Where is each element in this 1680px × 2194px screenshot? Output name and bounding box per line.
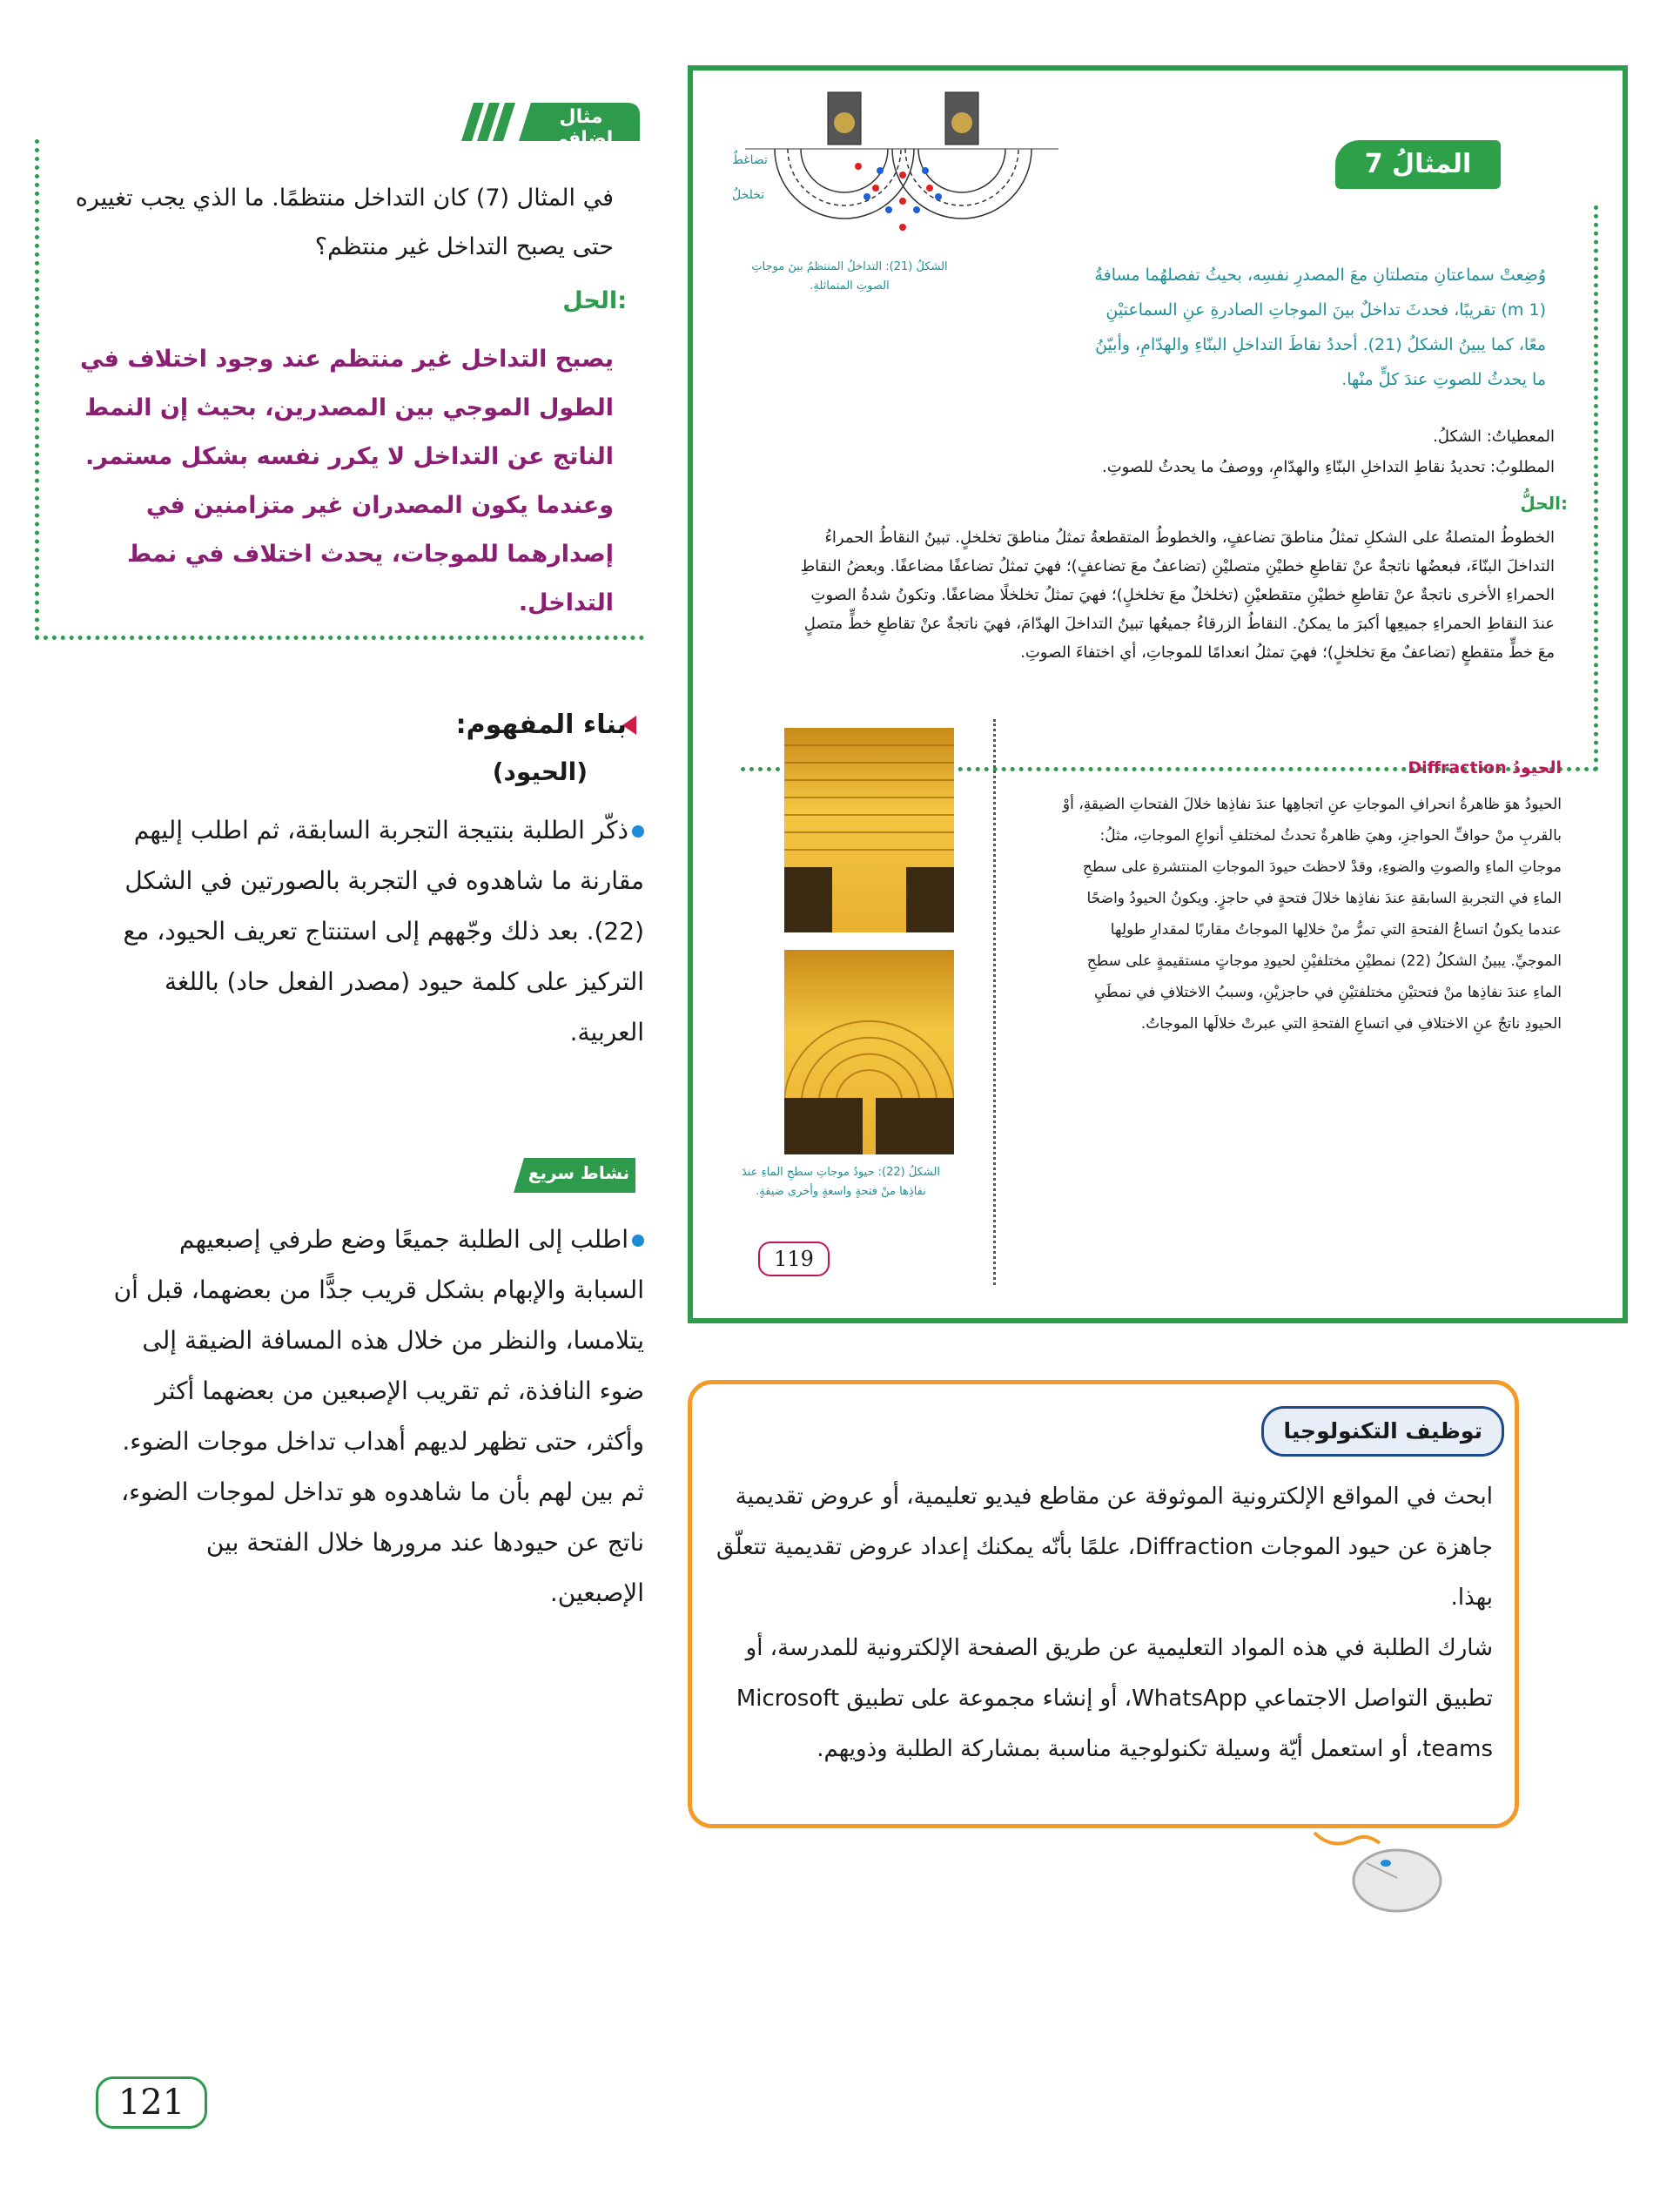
- extra-example-solution-label: الحل:: [562, 287, 627, 314]
- wide-opening-diffraction-photo: [784, 728, 954, 932]
- technology-box: [688, 1380, 1519, 1828]
- computer-mouse-icon: [1306, 1824, 1445, 1920]
- bullet-icon: [632, 825, 644, 838]
- textbook-inset: [688, 65, 1628, 1323]
- concept-text: ذكّر الطلبة بنتيجة التجربة السابقة، ثم اطلب إليهم مقارنة ما شاهدوه في التجربة بالصورتين في الشكل (22). بعد ذلك وجّههم إلى استنتاج تعريف الحيود، مع التركيز على كلمة حيود (مصدر الفعل حاد) باللغة العربية.: [123, 816, 644, 1047]
- example-badge: المثالُ 7: [1335, 140, 1501, 189]
- figure-21-caption: الشكلُ (21): التداخلُ المنتظمُ بينَ موجاتِ الصوتِ المتماثلةِ.: [751, 260, 948, 293]
- example-solution-label: الحلُّ:: [1520, 493, 1568, 514]
- diffraction-title: الحيودُ Diffraction: [1408, 758, 1562, 777]
- extra-example-badge: مثال إضافي: [548, 106, 614, 150]
- page-number: 121: [96, 2076, 207, 2129]
- concept-title: بناء المفهوم:: [455, 710, 627, 740]
- figure-22-caption: الشكلُ (22): حيودُ موجاتِ سطحِ الماءِ عندَ نفاذِها منْ فتحةٍ واسعةٍ وأخرى ضيقةٍ.: [741, 1166, 941, 1198]
- example-box: [741, 205, 1598, 771]
- technology-paragraph-1: ابحث في المواقع الإلكترونية الموثوقة عن مقاطع فيديو تعليمية، أو عروض تقديمية جاهزة عن حيود الموجات Diffraction، علمًا بأنّه يمكنك إعداد عروض تقديمية تتعلّق بهذا.: [716, 1484, 1493, 1611]
- example-solution: الخطوطُ المتصلةُ على الشكلِ تمثلُ مناطقَ تضاعفٍ، والخطوطُ المتقطعةُ تمثلُ مناطقَ تخلخلٍ. تبينُ النقاطُ الحمراءُ التداخلَ البنّاءَ، فبعضُها ناتجةٌ عنْ تقاطعِ خطيْنِ متصليْنِ (تضاعفٌ معَ تضاعفٍ)؛ فهيَ تمثلُ تضاعفًا مضاعفًا. وبعضُ النقاطِ الحمراءِ الأخرى ناتجةٌ عنْ تقاطعِ خطيْنِ متقطعيْنِ (تخلخلٌ معَ تخلخلٍ)؛ فهيَ تمثلُ تخلخلًا مضاعفًا. وتكونُ شدةُ الصوتِ عندَ النقاطِ الحمراءِ جميعِها أكبرَ ما يمكنُ. النقاطُ الزرقاءُ جميعُها تبينُ التداخلَ الهدّامَ، فهيَ ناتجةٌ عنْ تقاطعِ خطٍّ متصلٍ معَ خطٍّ متقطعٍ (تضاعفٌ معَ تخلخلٍ)؛ فهيَ تمثلُ انعدامًا للموجاتِ، أي اختفاءَ الصوتِ.: [800, 528, 1555, 662]
- quick-activity-text: اطلب إلى الطلبة جميعًا وضع طرفي إصبعيهم السبابة والإبهام بشكل قريب جدًّا من بعضهما، قبل أن يتلامسا، والنظر من خلال هذه المسافة الضيقة إلى ضوء النافذة، ثم تقريب الإصبعين من بعضهما أكثر وأكثر، حتى تظهر لديهم أهداب تداخل موجات الضوء. ثم بين لهم بأن ما شاهدوه هو تداخل لموجات الضوء، ناتج عن حيودها عند مرورها خلال الفتحة بين الإصبعين.: [113, 1225, 644, 1607]
- column-divider: [993, 719, 996, 1285]
- technology-paragraph-2: شارك الطلبة في هذه المواد التعليمية عن طريق الصفحة الإلكترونية للمدرسة، أو تطبيق التواصل الاجتماعي WhatsApp، أو إنشاء مجموعة على تطبيق Microsoft teams، أو استعمل أيّة وسيلة تكنولوجية مناسبة بمشاركة الطلبة وذويهم.: [736, 1635, 1493, 1762]
- compression-label: تضاغطٌ: [732, 153, 768, 167]
- diffraction-body: الحيودُ هوَ ظاهرةُ انحرافِ الموجاتِ عنِ اتجاهِها عندَ نفاذِها خلالَ الفتحاتِ الضيقةِ، أوْ بالقربِ منْ حوافِّ الحواجزِ، وهيَ ظاهرةٌ تحدثُ لمختلفِ أنواعِ الموجاتِ، مثلُ: موجاتِ الماءِ والصوتِ والضوءِ، وقدْ لاحظتَ حيودَ الموجاتِ المنتشرةِ على سطحِ الماءِ في التجربةِ السابقةِ عندَ نفاذِها خلالَ فتحةٍ في حاجزٍ. ويكونُ الحيودُ واضحًا عندما يكونُ اتساعُ الفتحةِ التي تمرُّ منْ خلالِها الموجاتُ مقاربًا لمقدارِ طولِها الموجيِّ. يبينُ الشكلُ (22) نمطيْنِ مختلفيْنِ لحيودِ موجاتٍ مستقيمةٍ على سطحِ الماءِ عندَ نفاذِها منْ فتحتيْنِ مختلفتيْنِ في حاجزيْنِ، وسببُ الاختلافِ في نمطَيِ الحيودِ ناتجٌ عنِ الاختلافِ في اتساعِ الفتحةِ التي عبرتْ خلالَها الموجاتُ.: [1062, 796, 1562, 1033]
- extra-example-answer: يصبح التداخل غير منتظم عند وجود اختلاف في الطول الموجي بين المصدرين، بحيث إن النمط الناتج عن التداخل لا يكرر نفسه بشكل مستمر. وعندما يكون المصدران غير متزامنين في إصدارهما للموجات، يحدث اختلاف في نمط التداخل.: [79, 346, 614, 616]
- narrow-opening-diffraction-photo: [784, 950, 954, 1154]
- inset-page-number: 119: [758, 1242, 830, 1276]
- quick-activity-body: [104, 1215, 644, 1619]
- quick-activity-badge: نشاط سريع: [528, 1162, 630, 1183]
- concept-subtitle: (الحيود): [492, 757, 588, 786]
- concept-body: [104, 805, 644, 1058]
- extra-example-box: [35, 139, 644, 640]
- technology-badge: توظيف التكنولوجيا: [1261, 1406, 1504, 1457]
- example-required: المطلوبُ: تحديدُ نقاطِ التداخلِ البنّاءِ والهدّامِ، ووصفُ ما يحدثُ للصوتِ.: [1102, 458, 1555, 476]
- example-intro: وُضِعتْ سماعتانِ متصلتانِ معَ المصدرِ نفسِه، بحيثُ تفصلهُما مسافةُ (1 m) تقريبًا، فحدثَ تداخلٌ بينَ الموجاتِ الصادرةِ عنِ السماعتيْنِ معًا، كما يبينُ الشكلُ (21). أحددُ نقاطَ التداخلِ البنّاءِ والهدّامِ، وأبيّنُ ما يحدثُ للصوتِ عندَ كلٍّ منْها.: [1094, 266, 1546, 389]
- rarefaction-label: تخلخلٌ: [732, 188, 765, 202]
- technology-body: [701, 1471, 1493, 1774]
- extra-example-question: في المثال (7) كان التداخل منتظمًا. ما الذي يجب تغييره حتى يصبح التداخل غير منتظم؟: [75, 185, 614, 260]
- example-given: المعطياتُ: الشكلُ.: [1433, 427, 1555, 446]
- bullet-icon: [632, 1235, 644, 1247]
